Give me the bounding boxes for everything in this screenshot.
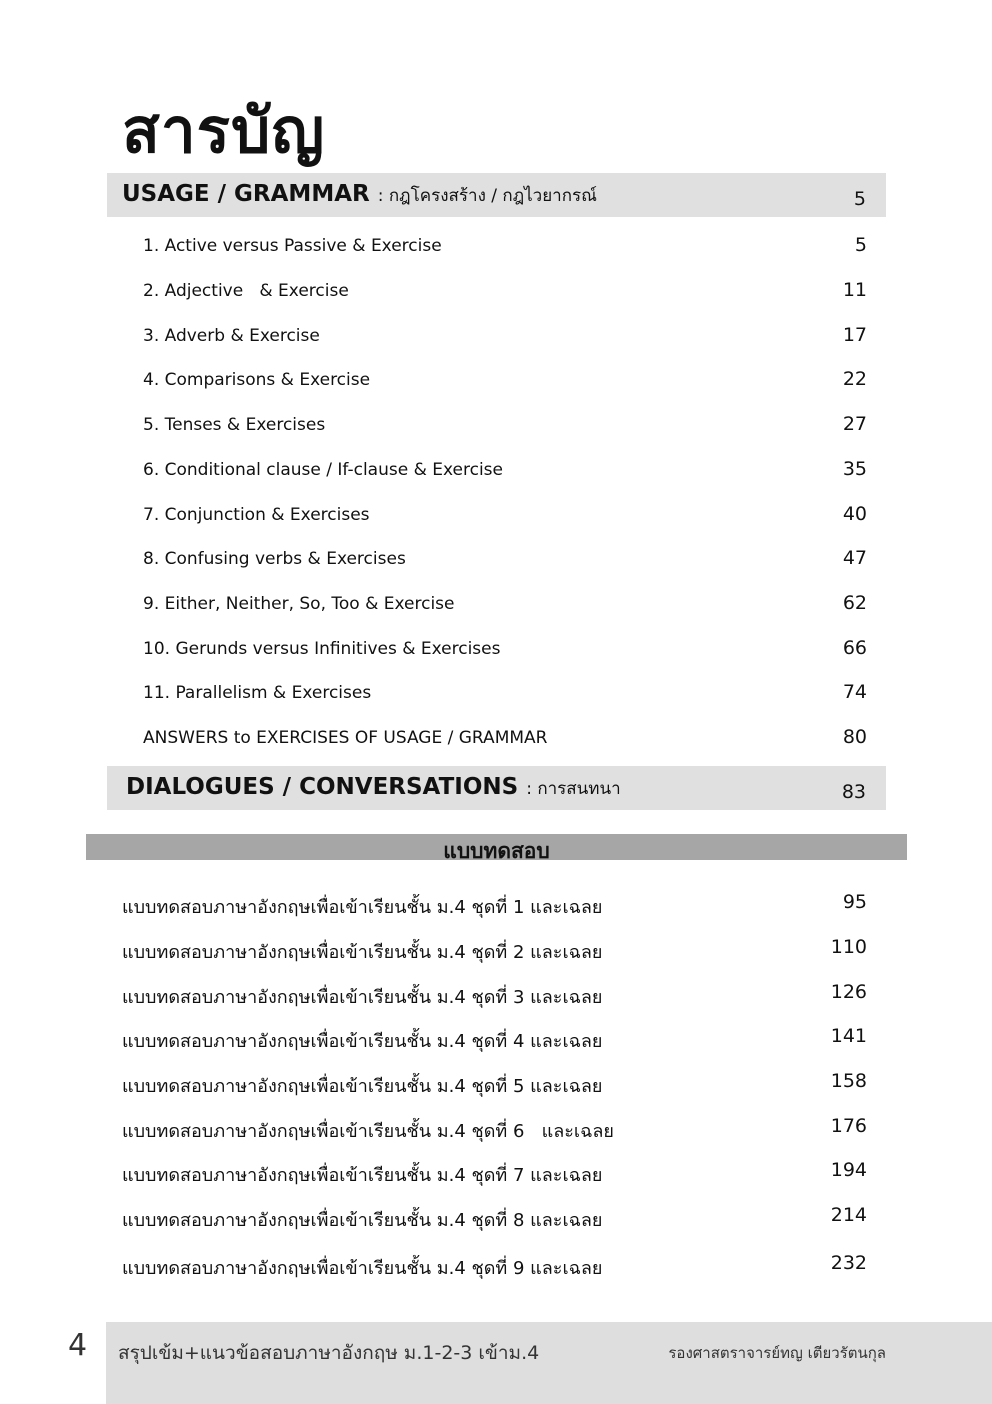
exam-item[interactable] — [122, 1023, 867, 1053]
page-title: สารบัญ — [122, 94, 326, 167]
footer-author: รองศาสตราจารย์ทญ เตียวรัตนกุล — [668, 1344, 886, 1362]
toc-item-label: 4. Comparisons & Exercise — [143, 370, 371, 390]
section-header-exams[interactable] — [86, 834, 907, 860]
toc-item-page: 22 — [842, 368, 867, 390]
toc-item-page: 35 — [842, 458, 867, 480]
section-header-usage-grammar[interactable] — [107, 173, 886, 217]
toc-item-label: 2. Adjective & Exercise — [143, 281, 349, 301]
toc-item[interactable] — [143, 590, 867, 620]
section-page-number: 5 — [853, 188, 866, 210]
exam-item-label: แบบทดสอบภาษาอังกฤษเพื่อเข้าเรียนชั้น ม.4 ชุดที่ 5 และเฉลย — [122, 1076, 603, 1097]
toc-item-page: 74 — [842, 681, 867, 703]
toc-item-page: 40 — [842, 503, 867, 525]
toc-item[interactable] — [143, 232, 867, 262]
toc-item[interactable] — [143, 679, 867, 709]
section-title: แบบทดสอบ — [443, 839, 550, 860]
exam-item-page: 110 — [830, 936, 867, 958]
toc-item-label: 9. Either, Neither, So, Too & Exercise — [143, 594, 455, 614]
toc-item-label: 5. Tenses & Exercises — [143, 415, 326, 435]
exam-item[interactable] — [122, 934, 867, 964]
exam-item[interactable] — [122, 1250, 867, 1280]
exam-item[interactable] — [122, 1202, 867, 1232]
exam-item-page: 141 — [830, 1025, 867, 1047]
exam-item[interactable] — [122, 889, 867, 919]
toc-item-page: 66 — [842, 637, 867, 659]
footer-book-title: สรุปเข้ม+แนวข้อสอบภาษาอังกฤษ ม.1-2-3 เข้าม.4 — [118, 1342, 540, 1364]
toc-item-label: 1. Active versus Passive & Exercise — [143, 236, 442, 256]
toc-item-label: 3. Adverb & Exercise — [143, 326, 320, 346]
toc-item[interactable] — [143, 277, 867, 307]
footer-page-number: 4 — [68, 1328, 88, 1363]
toc-item-label: ANSWERS to EXERCISES OF USAGE / GRAMMAR — [143, 728, 548, 748]
exam-item-page: 194 — [830, 1159, 867, 1181]
exam-item-page: 176 — [830, 1115, 867, 1137]
toc-item[interactable] — [143, 501, 867, 531]
section-page-number: 83 — [841, 781, 866, 803]
toc-item[interactable] — [143, 411, 867, 441]
section-title-th: : การสนทนา — [526, 779, 621, 799]
toc-item[interactable] — [143, 366, 867, 396]
toc-item[interactable] — [143, 724, 867, 754]
toc-item-page: 62 — [842, 592, 867, 614]
exam-item-page: 158 — [830, 1070, 867, 1092]
toc-item-page: 11 — [842, 279, 867, 301]
toc-item[interactable] — [143, 456, 867, 486]
toc-item-page: 17 — [842, 324, 867, 346]
section-title-th: : กฎโครงสร้าง / กฎไวยากรณ์ — [377, 186, 597, 206]
exam-item[interactable] — [122, 1113, 867, 1143]
exam-item[interactable] — [122, 1157, 867, 1187]
toc-item-label: 8. Confusing verbs & Exercises — [143, 549, 406, 569]
section-title-en: DIALOGUES / CONVERSATIONS — [126, 774, 519, 800]
section-header-dialogues[interactable] — [107, 766, 886, 810]
section-title — [126, 774, 621, 802]
exam-item-label: แบบทดสอบภาษาอังกฤษเพื่อเข้าเรียนชั้น ม.4 ชุดที่ 2 และเฉลย — [122, 942, 603, 963]
toc-item-label: 11. Parallelism & Exercises — [143, 683, 372, 703]
exam-item-label: แบบทดสอบภาษาอังกฤษเพื่อเข้าเรียนชั้น ม.4 ชุดที่ 9 และเฉลย — [122, 1258, 603, 1279]
toc-item-page: 5 — [854, 234, 867, 256]
section-title-en: USAGE / GRAMMAR — [122, 181, 370, 207]
toc-item[interactable] — [143, 545, 867, 575]
toc-item[interactable] — [143, 322, 867, 352]
exam-item[interactable] — [122, 979, 867, 1009]
exam-item-page: 126 — [830, 981, 867, 1003]
exam-item-label: แบบทดสอบภาษาอังกฤษเพื่อเข้าเรียนชั้น ม.4 ชุดที่ 6 และเฉลย — [122, 1121, 614, 1142]
toc-item-page: 27 — [842, 413, 867, 435]
exam-item-page: 232 — [830, 1252, 867, 1274]
toc-item-page: 47 — [842, 547, 867, 569]
toc-item-page: 80 — [842, 726, 867, 748]
exam-item-page: 95 — [842, 891, 867, 913]
exam-item-label: แบบทดสอบภาษาอังกฤษเพื่อเข้าเรียนชั้น ม.4 ชุดที่ 8 และเฉลย — [122, 1210, 603, 1231]
toc-item[interactable] — [143, 635, 867, 665]
exam-item-page: 214 — [830, 1204, 867, 1226]
exam-item-label: แบบทดสอบภาษาอังกฤษเพื่อเข้าเรียนชั้น ม.4 ชุดที่ 7 และเฉลย — [122, 1165, 603, 1186]
toc-item-label: 10. Gerunds versus Infinitives & Exercises — [143, 639, 501, 659]
exam-item-label: แบบทดสอบภาษาอังกฤษเพื่อเข้าเรียนชั้น ม.4 ชุดที่ 1 และเฉลย — [122, 897, 603, 918]
exam-item[interactable] — [122, 1068, 867, 1098]
exam-item-label: แบบทดสอบภาษาอังกฤษเพื่อเข้าเรียนชั้น ม.4 ชุดที่ 4 และเฉลย — [122, 1031, 603, 1052]
toc-item-label: 6. Conditional clause / If-clause & Exercise — [143, 460, 503, 480]
section-title — [122, 181, 597, 209]
toc-item-label: 7. Conjunction & Exercises — [143, 505, 370, 525]
exam-item-label: แบบทดสอบภาษาอังกฤษเพื่อเข้าเรียนชั้น ม.4 ชุดที่ 3 และเฉลย — [122, 987, 603, 1008]
